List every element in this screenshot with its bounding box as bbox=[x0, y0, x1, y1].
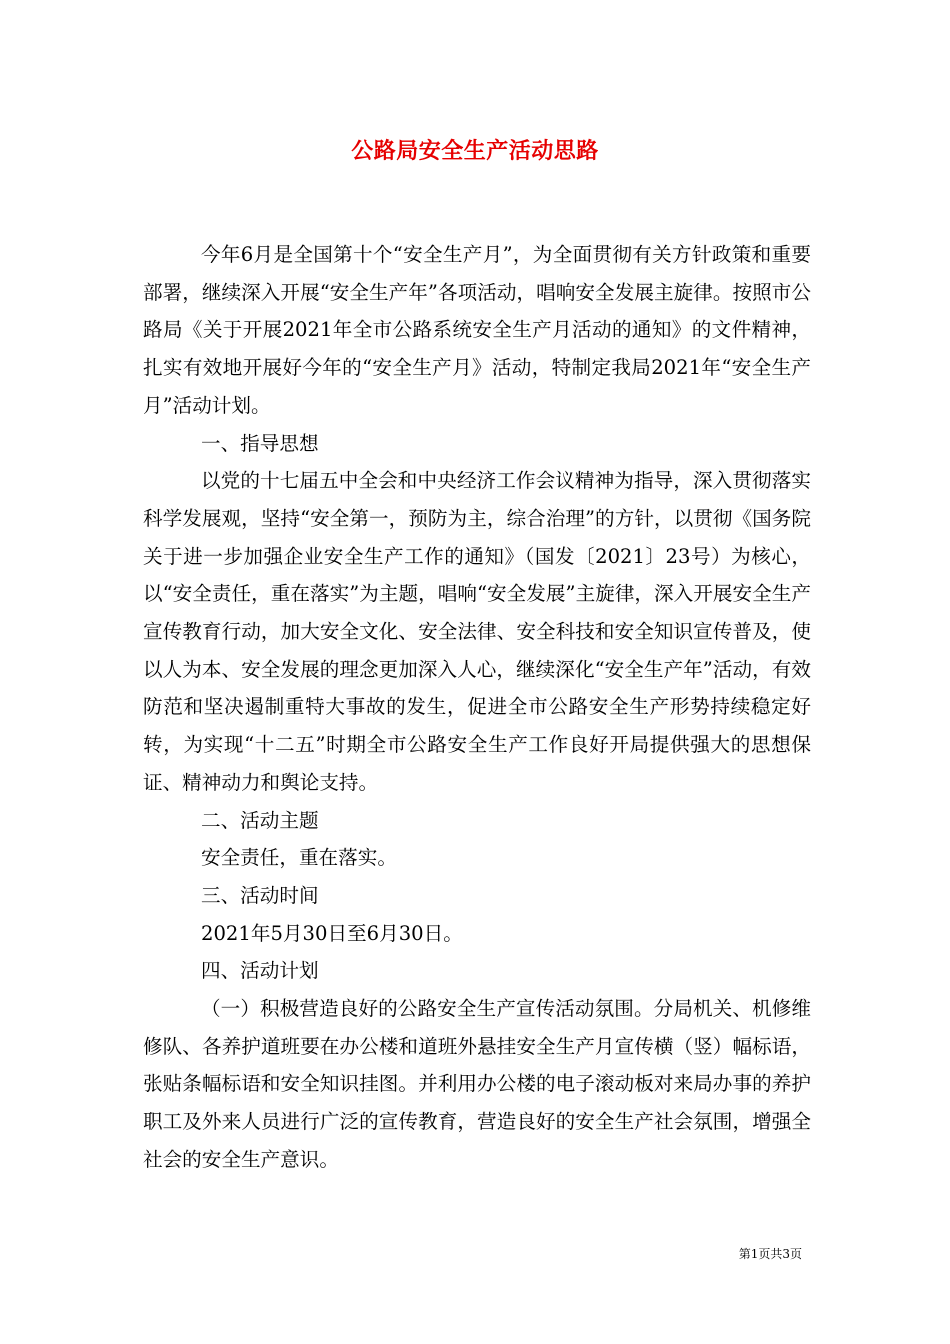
paragraph-activity-theme: 安全责任，重在落实。 bbox=[201, 846, 397, 870]
section-heading-activity-time: 三、活动时间 bbox=[201, 883, 319, 907]
document-body bbox=[143, 236, 811, 1179]
section-heading-activity-plan: 四、活动计划 bbox=[201, 959, 319, 983]
paragraph-activity-plan-1: （一）积极营造良好的公路安全生产宣传活动氛围。分局机关、机修维修队、各养护道班要在办公楼和道班外悬挂安全生产月宣传横（竖）幅标语，张贴条幅标语和安全知识挂图。并利用办公楼的电子滚动板对来局办事的养护职工及外来人员进行广泛的宣传教育，营造良好的安全生产社会氛围，增强全社会的安全生产意识。 bbox=[143, 997, 811, 1171]
paragraph-intro: 今年6月是全国第十个“安全生产月”，为全面贯彻有关方针政策和重要部署，继续深入开展“安全生产年”各项活动，唱响安全发展主旋律。按照市公路局《关于开展2021年全市公路系统安全生产月活动的通知》的文件精神，扎实有效地开展好今年的“安全生产月》活动，特制定我局2021年“安全生产月”活动计划。 bbox=[143, 243, 811, 417]
page-number: 第1页共3页 bbox=[738, 1247, 802, 1261]
paragraph-activity-time: 2021年5月30日至6月30日。 bbox=[201, 921, 463, 945]
document-title: 公路局安全生产活动思路 bbox=[351, 138, 599, 164]
section-heading-activity-theme: 二、活动主题 bbox=[201, 808, 319, 832]
paragraph-guiding-ideology: 以党的十七届五中全会和中央经济工作会议精神为指导，深入贯彻落实科学发展观，坚持“安全第一，预防为主，综合治理”的方针，以贯彻《国务院关于进一步加强企业安全生产工作的通知》（国发〔2021〕23号）为核心，以“安全责任，重在落实”为主题，唱响“安全发展”主旋律，深入开展安全生产宣传教育行动，加大安全文化、安全法律、安全科技和安全知识宣传普及，使以人为本、安全发展的理念更加深入人心，继续深化“安全生产年”活动，有效防范和坚决遏制重特大事故的发生，促进全市公路安全生产形势持续稳定好转，为实现“十二五”时期全市公路安全生产工作良好开局提供强大的思想保证、精神动力和舆论支持。 bbox=[143, 469, 811, 794]
section-heading-guiding-ideology: 一、指导思想 bbox=[201, 431, 319, 455]
